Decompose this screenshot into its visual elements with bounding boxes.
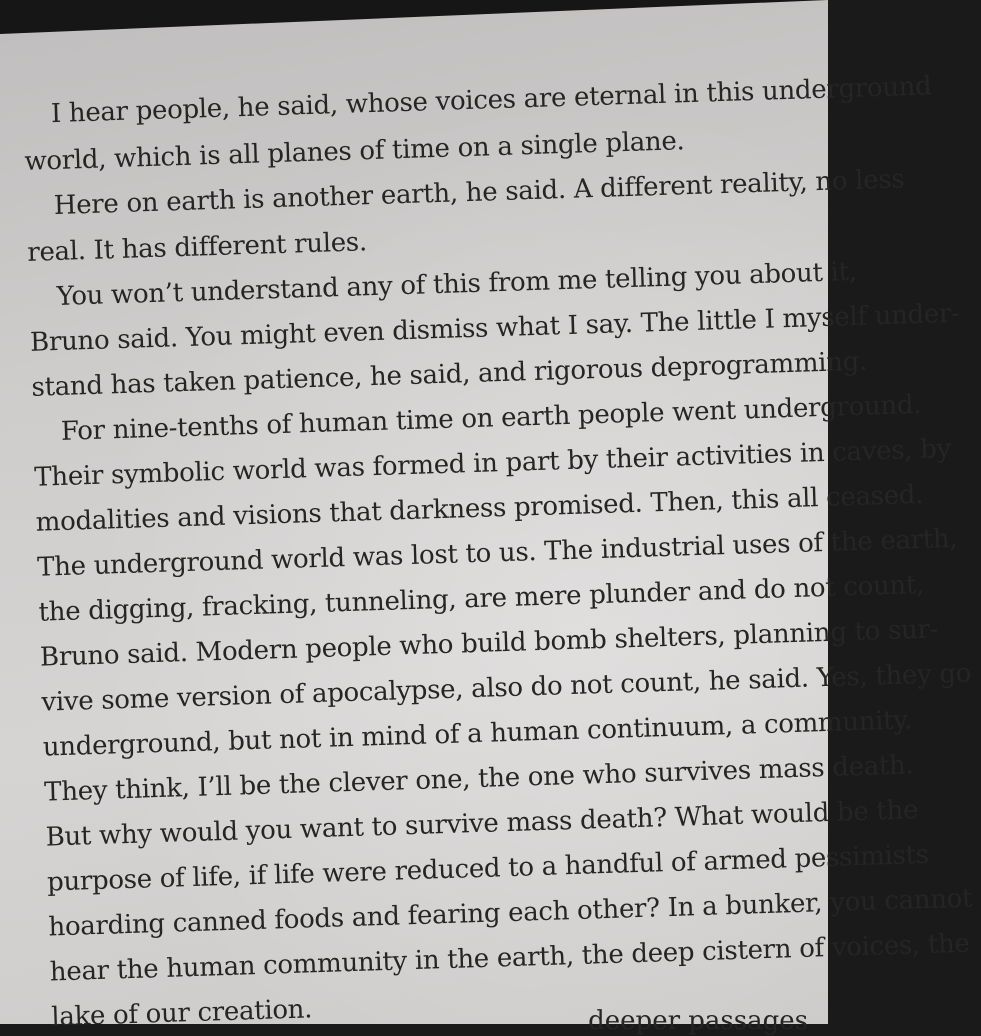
text-line-12: the digging, fracking, tunneling, are mere plunder and do not count, bbox=[38, 569, 925, 628]
text-line-17: But why would you want to survive mass death? What would be the bbox=[45, 795, 919, 853]
text-line-9: Their symbolic world was formed in part by their activities in caves, by bbox=[33, 433, 952, 493]
text-line-14: vive some version of apocalypse, also do not count, he said. Yes, they go bbox=[40, 658, 972, 718]
text-line-18: purpose of life, if life were reduced to a handful of armed pessimists bbox=[46, 839, 930, 898]
text-line-11: The underground world was lost to us. The industrial uses of the earth, bbox=[36, 523, 958, 583]
text-line-4: real. It has different rules. bbox=[26, 227, 368, 268]
text-line-6: Bruno said. You might even dismiss what I say. The little I myself under- bbox=[29, 298, 961, 358]
text-line-15: underground, but not in mind of a human continuum, a community. bbox=[42, 705, 913, 763]
text-line-20: hear the human community in the earth, the deep cistern of voices, the bbox=[49, 928, 970, 988]
text-line-2: world, which is all planes of time on a single plane. bbox=[23, 126, 685, 177]
text-line-13: Bruno said. Modern people who build bomb shelters, planning to sur- bbox=[39, 614, 939, 673]
cut-off-line bbox=[0, 1002, 828, 1036]
text-line-7: stand has taken patience, he said, and rigorous deprogramming. bbox=[31, 346, 868, 403]
text-line-10: modalities and visions that darkness promised. Then, this all ceased. bbox=[35, 479, 924, 538]
text-line-21: lake of our creation. bbox=[50, 994, 313, 1033]
text-line-16: They think, I’ll be the clever one, the one who survives mass death. bbox=[43, 750, 914, 808]
cut-off-text: deeper passages bbox=[588, 1006, 808, 1036]
page-text bbox=[20, 0, 973, 1033]
text-line-1: I hear people, he said, whose voices are eternal in this underground bbox=[50, 71, 932, 130]
text-line-8: For nine-tenths of human time on earth people went underground. bbox=[60, 389, 922, 447]
text-line-5: You won’t understand any of this from me telling you about it, bbox=[56, 256, 858, 312]
text-line-19: hoarding canned foods and fearing each other? In a bunker, you cannot bbox=[48, 883, 973, 943]
text-line-3: Here on earth is another earth, he said. A different reality, no less bbox=[53, 164, 905, 222]
